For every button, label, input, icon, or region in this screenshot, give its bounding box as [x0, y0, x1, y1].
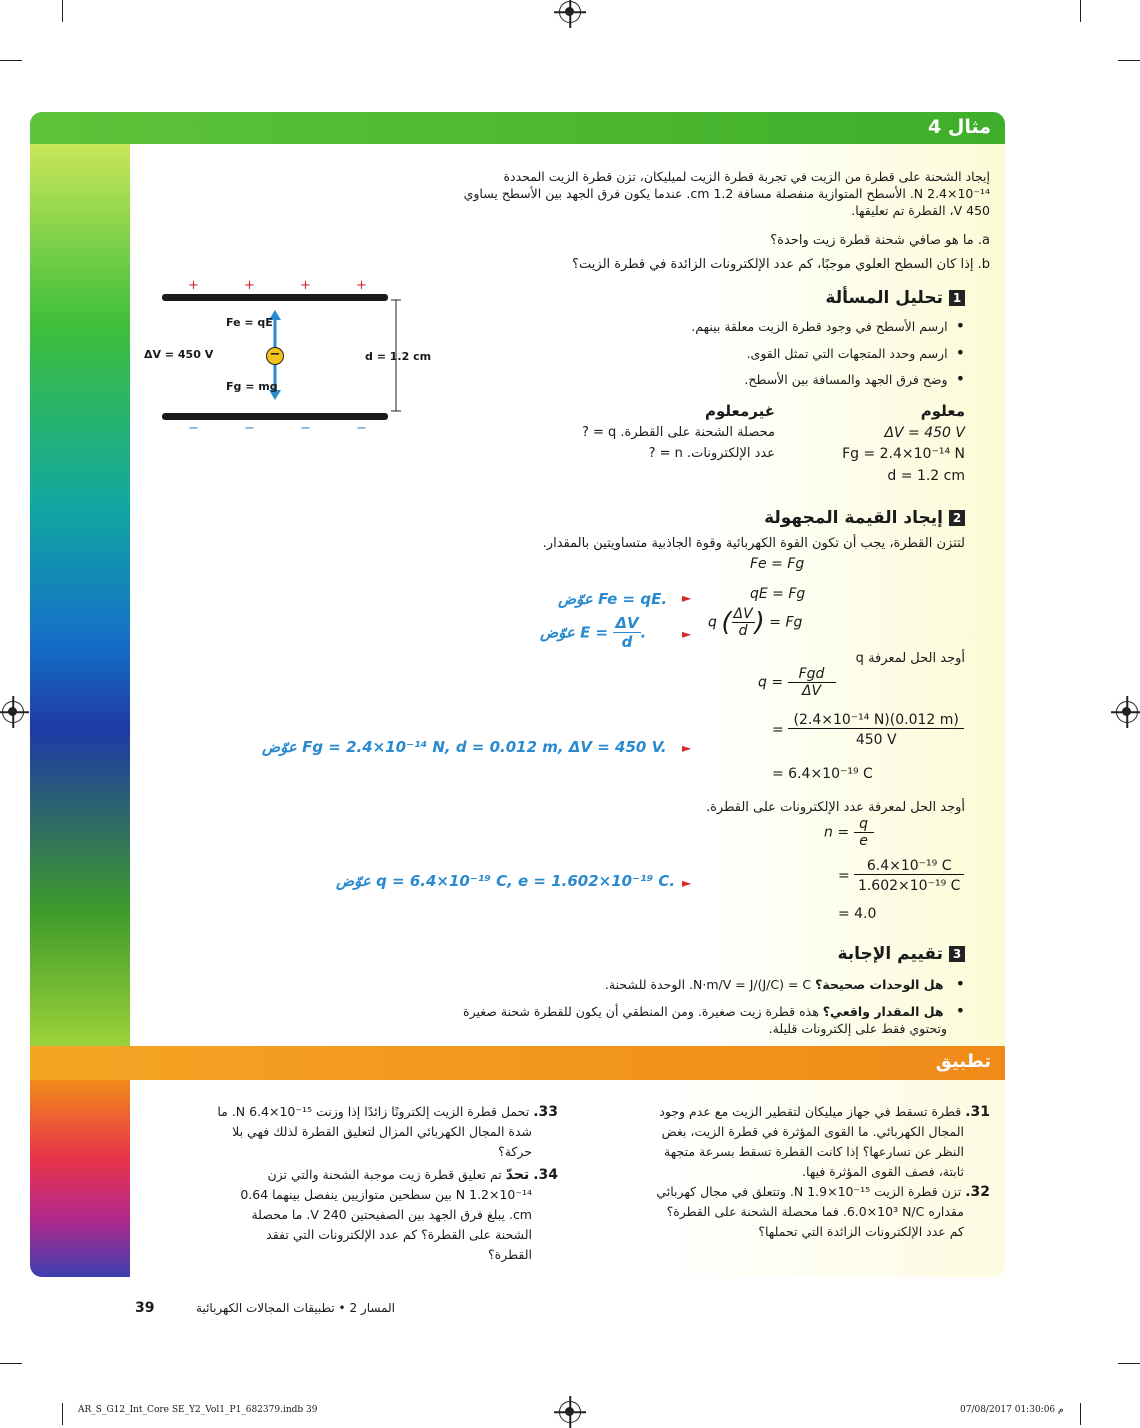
problem-line: كم عدد الإلكترونات الزائدة التي تحملها؟ [758, 1224, 964, 1239]
plus-sign: + [356, 278, 367, 293]
eq-den: 450 V [855, 732, 897, 748]
substitution-note: عوّض Fg = 2.4×10⁻¹⁴ N, d = 0.012 m, ΔV = 450 V. [262, 738, 667, 756]
bullet-text: هذه قطرة زيت صغيرة. ومن المنطقي أن يكون للقطرة شحنة صغيرة [463, 1004, 819, 1019]
question-a: a. ما هو صافي شحنة قطرة زيت واحدة؟ [770, 233, 990, 248]
registration-mark-icon [2, 701, 24, 723]
problem-text: تم تعليق قطرة زيت موجبة الشحنة والتي تزن [267, 1167, 502, 1182]
minus-sign: − [356, 421, 367, 436]
sub-pre: عوّض E = [540, 623, 609, 642]
plus-sign: + [300, 278, 311, 293]
example-header [30, 112, 1005, 144]
bullet-text: N·m/V = J/(J/C) = C. الوحدة للشحنة. [604, 977, 812, 992]
practice-problem-31 [620, 1102, 990, 1182]
bullet-bold: هل المقدار واقعي؟ [822, 1004, 944, 1019]
bullet-item: • ارسم الأسطح في وجود قطرة الزيت معلقة بينهم. [465, 316, 965, 335]
known-heading: معلوم [920, 402, 965, 420]
plus-sign: + [244, 278, 255, 293]
example-title: مثال 4 [928, 116, 991, 138]
problem-line [620, 1102, 990, 1122]
problem-line [198, 1165, 558, 1185]
equation: = 4.0 [838, 906, 877, 922]
sub-num: ΔV [615, 614, 639, 632]
arrow-icon: ► [682, 876, 692, 890]
bullet-item [265, 974, 965, 993]
section-title: إيجاد القيمة المجهولة [764, 508, 943, 528]
eq-num: Fgd [788, 666, 836, 683]
section-title: تقييم الإجابة [837, 944, 943, 964]
bullet-continuation: وتحتوي فقط على إلكترونات قليلة. [768, 1021, 947, 1036]
eq-num: 6.4×10⁻¹⁹ C [854, 858, 964, 875]
practice-problem-32 [620, 1182, 990, 1242]
eq-num: ΔV [733, 606, 753, 622]
crop-mark [1118, 60, 1140, 61]
plus-sign: + [188, 278, 199, 293]
problem-number: 33. [533, 1104, 558, 1120]
practice-problem-34 [198, 1165, 558, 1265]
d-label: d = 1.2 cm [365, 350, 432, 363]
unknown-value: محصلة الشحنة على القطرة. q = ? [581, 425, 775, 440]
challenge-label: تحدّ [505, 1167, 530, 1183]
substitution-note: عوّض Fe = qE. [558, 590, 668, 608]
problem-line: المجال الكهربائي. ما القوى المؤثرة في قطرة الزيت، بغض [661, 1124, 964, 1139]
bullet-item: • وضح فرق الجهد والمسافة بين الأسطح. [465, 369, 965, 388]
crop-mark [62, 1403, 63, 1425]
problem-line: شدة المجال الكهربائي المزال لتعليق القطرة لذلك فهي بلا [232, 1124, 532, 1139]
substitution-note: عوّض E = $\frac{\Delta V}{d}$ . [540, 614, 647, 651]
charge-sign: − [269, 347, 281, 362]
problem-statement [160, 168, 990, 219]
eq-left: n = [824, 824, 850, 841]
oil-drop-icon [266, 347, 284, 365]
equation [824, 816, 874, 849]
crop-mark [1080, 1403, 1081, 1425]
problem-text: قطرة تسقط في جهاز ميليكان لتقطير الزيت مع عدم وجود [659, 1104, 962, 1119]
section-2-heading [764, 508, 965, 528]
problem-text: تحمل قطرة الزيت إلكترونًا زائدًا إذا وزنت N ‎6.4×10⁻¹⁵‎. ما [217, 1104, 530, 1119]
date-info: 07/08/2017 01:30:06 م [960, 1405, 1064, 1415]
practice-title: تطبيق [935, 1051, 991, 1072]
minus-sign: − [188, 421, 199, 436]
problem-number: 31. [965, 1104, 990, 1120]
problem-line: N ‎2.4×10⁻¹⁴‎. الأسطح المتوازية منفصلة مسافة 1.2 cm. عندما يكون فرق الجهد بين الأسطح يساوي [463, 186, 990, 201]
problem-line: مقداره ‎6.0×10³ N/C‎. فما محصلة الشحنة على القطرة؟ [666, 1204, 964, 1219]
problem-line: cm. يبلغ فرق الجهد بين الصفيحتين V 240. ما محصلة [251, 1207, 532, 1222]
practice-header [30, 1046, 1005, 1080]
crop-mark [1080, 0, 1081, 22]
problem-number: 34. [533, 1167, 558, 1183]
eq-sign: = [838, 868, 850, 884]
eq-right: = Fg [769, 614, 803, 631]
eq-den: 1.602×10⁻¹⁹ C [857, 878, 961, 894]
equation: = 6.4×10⁻¹⁹ C [772, 766, 873, 782]
crop-mark [62, 0, 63, 22]
problem-line: القطرة؟ [488, 1247, 532, 1262]
bullet-item [265, 1001, 965, 1020]
chapter-label: المسار 2 • تطبيقات المجالات الكهربائية [196, 1301, 395, 1315]
problem-line: N ‎1.2×10⁻¹⁴‎ بين سطحين متوازيين ينفصل بينهما 0.64 [240, 1187, 532, 1202]
decorative-art [30, 1080, 130, 1277]
dv-label: ΔV = 450 V [144, 348, 214, 361]
crop-mark [1118, 1363, 1140, 1364]
problem-line [198, 1102, 558, 1122]
eq-num: (2.4×10⁻¹⁴ N)(0.012 m) [788, 712, 964, 729]
fe-label: Fe = qE [226, 316, 273, 329]
decorative-art [30, 144, 130, 1046]
eq-den: ΔV [801, 683, 822, 699]
eq-left: q = [758, 674, 784, 691]
sub-den: d [621, 633, 633, 651]
problem-line: حركة؟ [498, 1144, 532, 1159]
unknown-value: عدد الإلكترونات. n = ? [648, 446, 775, 461]
practice-problem-33 [198, 1102, 558, 1162]
section-title: تحليل المسألة [825, 288, 943, 308]
substitution-note: عوّض q = 6.4×10⁻¹⁹ C, e = 1.602×10⁻¹⁹ C. [336, 872, 676, 890]
page-number: 39 [135, 1300, 155, 1316]
section-number: 2 [949, 510, 965, 526]
problem-text: تزن قطرة الزيت N ‎1.9×10⁻¹⁵‎. وتتعلق في مجال كهربائي [656, 1184, 962, 1199]
arrow-icon: ► [682, 741, 692, 755]
equation [838, 858, 964, 894]
eq-den: d [738, 623, 748, 639]
crop-mark [0, 60, 22, 61]
arrow-icon: ► [682, 627, 692, 641]
minus-sign: − [300, 421, 311, 436]
problem-line: إيجاد الشحنة على قطرة من الزيت في تجربة قطرة الزيت لميليكان، تزن قطرة الزيت المحددة [503, 169, 990, 184]
problem-line: 450 V، القطرة تم تعليقها. [851, 203, 990, 218]
registration-mark-icon [559, 1401, 581, 1423]
equation [772, 712, 964, 748]
problem-number: 32. [965, 1184, 990, 1200]
problem-line [620, 1182, 990, 1202]
capacitor-diagram [140, 278, 440, 438]
equation: q ( $\frac{\Delta V}{d}$ ) = Fg [708, 606, 803, 639]
known-value: d = 1.2 cm [887, 468, 965, 484]
section-3-heading [837, 944, 965, 964]
section-number: 3 [949, 946, 965, 962]
equation: Fe = Fg [750, 556, 805, 572]
arrow-icon: ► [682, 591, 692, 605]
known-value: ΔV = 450 V [884, 425, 965, 441]
problem-line: ثابتة، فصف القوى المؤثرة فيها. [802, 1164, 964, 1179]
minus-sign: − [244, 421, 255, 436]
crop-mark [0, 1363, 22, 1364]
registration-mark-icon [559, 1, 581, 23]
problem-line: النظر عن تسارعها؟ إذا كانت القطرة تسقط بسرعة متجهة [664, 1144, 964, 1159]
question-b: b. إذا كان السطح العلوي موجبًا، كم عدد الإلكترونات الزائدة في قطرة الزيت؟ [572, 257, 990, 272]
problem-line: الشحنة على القطرة؟ كم عدد الإلكترونات التي تفقد [266, 1227, 532, 1242]
unknown-heading: غيرمعلوم [705, 402, 775, 420]
equation: qE = Fg [750, 586, 806, 602]
known-value: Fg = 2.4×10⁻¹⁴ N [842, 446, 965, 462]
solve-note: أوجد الحل لمعرفة q [855, 651, 965, 666]
equation [758, 666, 836, 699]
section-1-heading [825, 288, 965, 308]
eq-left: q [708, 614, 717, 631]
bullet-item: • ارسم وحدد المتجهات التي تمثل القوى. [465, 343, 965, 362]
eq-num: q [854, 816, 874, 833]
fg-label: Fg = mg [226, 380, 278, 393]
eq-den: e [859, 833, 868, 849]
registration-mark-icon [1116, 701, 1138, 723]
section-number: 1 [949, 290, 965, 306]
solve-note: أوجد الحل لمعرفة عدد الإلكترونات على القطرة. [705, 800, 965, 815]
section-2-intro: لتتزن القطرة، يجب أن تكون القوة الكهربائية وقوة الجاذبية متساويتين بالمقدار. [542, 536, 965, 551]
bullet-bold: هل الوحدات صحيحة؟ [815, 977, 944, 992]
file-info: AR_S_G12_Int_Core SE_Y2_Vol1_P1_682379.indb 39 [78, 1405, 318, 1415]
eq-sign: = [772, 722, 784, 738]
